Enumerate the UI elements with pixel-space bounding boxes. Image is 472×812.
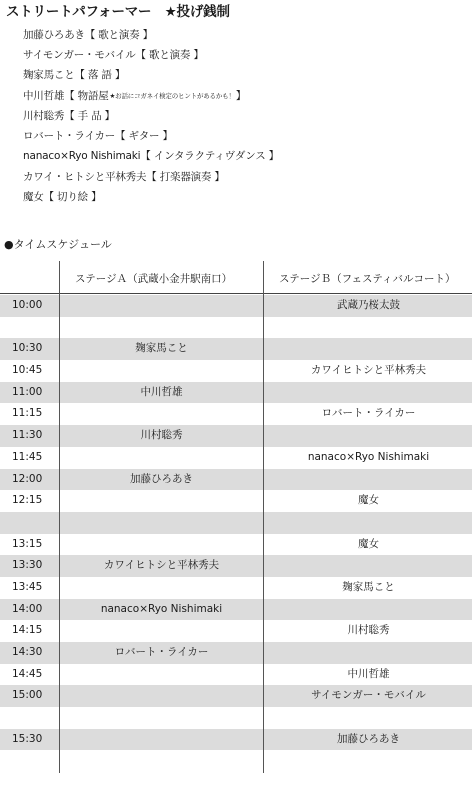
stage-b-cell: 加藤ひろあき	[337, 732, 400, 745]
performer-genre: 【 落 語 】	[74, 69, 126, 82]
time-cell: 11:45	[12, 450, 43, 463]
table-row	[0, 555, 472, 577]
stage-b-cell	[265, 317, 472, 339]
performer-genre: 【 インタラクティヴダンス 】	[140, 150, 279, 163]
performer-genre: 【 歌と演奏 】	[84, 28, 153, 41]
schedule-heading: ●タイムスケジュール	[4, 238, 112, 251]
time-cell: 13:15	[12, 537, 43, 550]
time-cell: 14:30	[12, 646, 43, 658]
stage-b-cell	[265, 338, 472, 360]
stage-a-cell: 加藤ひろあき	[130, 472, 193, 485]
table-row	[0, 338, 472, 360]
time-cell: 13:45	[12, 580, 43, 593]
table-row	[0, 599, 472, 621]
performer-name: サイモンガー・モバイル	[23, 48, 136, 61]
stage-b-cell	[265, 512, 472, 534]
stage-b-cell	[265, 555, 472, 577]
table-row	[0, 534, 472, 556]
list-item	[23, 105, 279, 125]
time-cell: 14:45	[12, 667, 43, 680]
table-row	[0, 403, 472, 425]
time-cell: 15:30	[12, 732, 43, 745]
stage-a-cell	[60, 534, 263, 556]
performer-name: 魔女	[23, 191, 44, 204]
time-cell: 10:45	[12, 364, 43, 377]
table-row	[0, 469, 472, 491]
stage-a-cell	[60, 447, 263, 469]
stage-b-cell: ロバート・ライカー	[321, 407, 416, 420]
list-item	[23, 146, 279, 166]
list-item	[23, 125, 279, 145]
time-cell: 13:30	[12, 559, 43, 572]
table-row	[0, 685, 472, 707]
table-body	[0, 295, 472, 750]
table-row	[0, 729, 472, 751]
list-item	[23, 85, 279, 105]
list-item	[23, 44, 279, 64]
list-item	[23, 186, 279, 206]
stage-a-cell	[60, 403, 263, 425]
table-row	[0, 664, 472, 686]
list-item	[23, 166, 279, 186]
stage-a-cell: 中川哲雄	[140, 385, 183, 398]
column-divider	[263, 261, 264, 773]
stage-b-cell	[265, 382, 472, 404]
performer-name: 加藤ひろあき	[23, 28, 85, 41]
time-cell: 11:30	[12, 429, 43, 442]
stage-a-cell	[60, 577, 263, 599]
performer-genre: 【 打楽器演奏 】	[146, 170, 225, 183]
list-item	[23, 24, 279, 44]
performer-genre: 【 切り絵 】	[43, 191, 102, 204]
header-stage-a: ステージＡ（武蔵小金井駅南口）	[75, 273, 233, 285]
time-cell: 11:00	[12, 385, 43, 398]
table-row	[0, 642, 472, 664]
stage-a-cell	[60, 620, 263, 642]
stage-a-cell	[60, 729, 263, 751]
stage-b-cell: 中川哲雄	[347, 667, 390, 680]
table-row	[0, 512, 472, 534]
stage-a-cell: 川村聡秀	[140, 429, 183, 442]
performer-list	[23, 24, 279, 207]
stage-b-cell: 魔女	[358, 494, 379, 507]
time-cell: 10:30	[12, 342, 43, 355]
stage-b-cell: 武蔵乃桜太鼓	[337, 299, 400, 311]
table-row	[0, 447, 472, 469]
performer-name: 川村聡秀	[23, 109, 65, 122]
time-cell: 12:00	[12, 472, 43, 485]
stage-a-cell	[60, 664, 263, 686]
stage-b-cell: サイモンガー・モバイル	[311, 689, 426, 702]
time-cell: 10:00	[12, 299, 43, 311]
header-stage-b: ステージＢ（フェスティバルコート）	[279, 273, 456, 285]
stage-b-cell: nanaco×Ryo Nishimaki	[307, 450, 430, 463]
stage-b-cell: 魔女	[358, 537, 379, 550]
stage-a-cell	[60, 685, 263, 707]
list-item	[23, 65, 279, 85]
time-cell: 15:00	[12, 689, 43, 702]
performer-name: nanaco×Ryo Nishimaki	[23, 149, 141, 162]
performer-note: ★お話にコガネイ検定のヒントがあるかも！	[109, 91, 235, 100]
stage-a-cell: 麹家馬こと	[135, 342, 188, 355]
stage-a-cell: nanaco×Ryo Nishimaki	[100, 602, 223, 615]
performer-genre: 【 手 品 】	[64, 109, 115, 122]
stage-a-cell	[60, 707, 263, 729]
performer-genre-close: 】	[235, 89, 247, 102]
stage-b-cell	[265, 425, 472, 447]
column-divider	[59, 261, 60, 773]
stage-a-cell	[60, 490, 263, 512]
stage-a-cell: ロバート・ライカー	[114, 646, 209, 658]
timetable	[0, 261, 472, 773]
stage-b-cell	[265, 707, 472, 729]
performer-name: 麹家馬こと	[23, 69, 75, 82]
table-row	[0, 490, 472, 512]
performer-name: ロバート・ライカー	[23, 130, 116, 143]
table-row	[0, 382, 472, 404]
performer-genre: 【 物語屋	[64, 89, 109, 102]
time-cell: 12:15	[12, 494, 43, 507]
stage-b-cell: カワイヒトシと平林秀夫	[310, 364, 427, 377]
stage-b-cell	[265, 599, 472, 621]
performer-name: 中川哲雄	[23, 89, 65, 102]
time-cell: 14:15	[12, 624, 43, 637]
table-row	[0, 620, 472, 642]
stage-a-cell	[60, 360, 263, 382]
time-cell: 11:15	[12, 407, 43, 420]
table-row	[0, 425, 472, 447]
table-row	[0, 317, 472, 339]
time-cell: 14:00	[12, 602, 43, 615]
stage-a-cell: カワイヒトシと平林秀夫	[103, 559, 220, 572]
stage-b-cell: 川村聡秀	[347, 624, 390, 637]
stage-b-cell	[265, 469, 472, 491]
performer-name: カワイ・ヒトシと平林秀夫	[23, 170, 147, 183]
stage-b-cell	[265, 642, 472, 664]
performer-genre: 【 ギター 】	[115, 130, 173, 143]
performer-genre: 【 歌と演奏 】	[135, 48, 204, 61]
table-row	[0, 295, 472, 317]
table-header	[0, 261, 472, 294]
stage-a-cell	[60, 512, 263, 534]
stage-b-cell: 麹家馬こと	[342, 580, 395, 593]
stage-a-cell	[60, 295, 263, 317]
page-title: ストリートパフォーマー ★投げ銭制	[6, 4, 230, 20]
table-row	[0, 577, 472, 599]
table-row	[0, 707, 472, 729]
stage-a-cell	[60, 317, 263, 339]
table-row	[0, 360, 472, 382]
